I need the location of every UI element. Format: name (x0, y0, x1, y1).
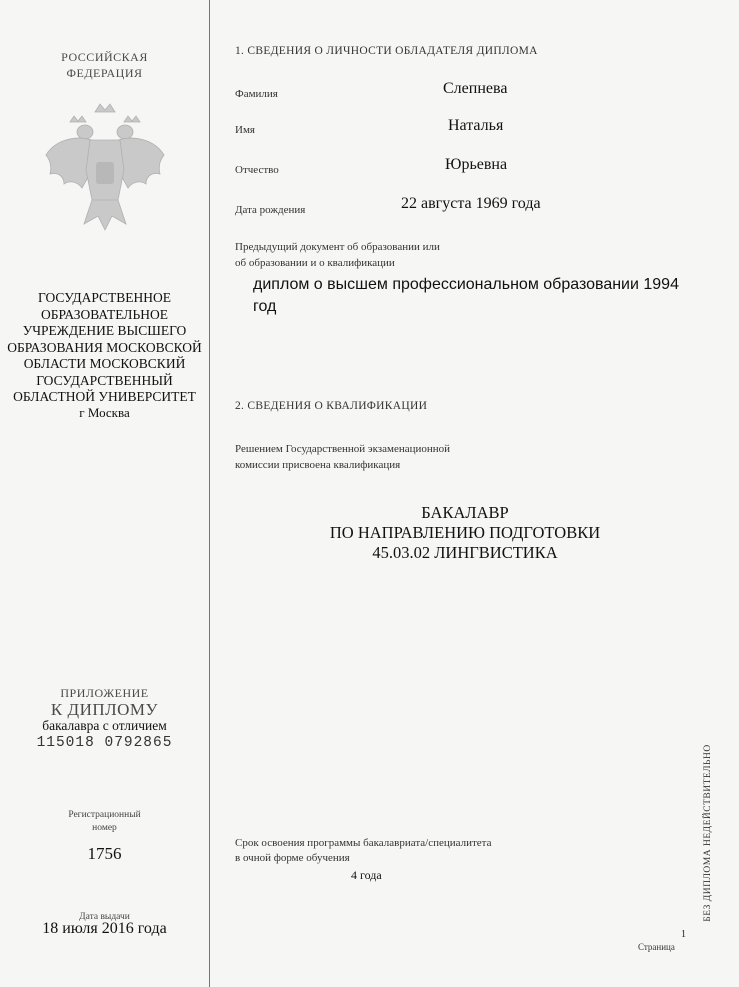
qualification-title-line-3: 45.03.02 ЛИНГВИСТИКА (372, 543, 558, 562)
institution-line: ОБРАЗОВАТЕЛЬНОЕ (41, 306, 168, 322)
institution-line: ОБЛАСТИ МОСКОВСКИЙ (23, 356, 186, 371)
personal-section-heading: 1. СВЕДЕНИЯ О ЛИЧНОСТИ ОБЛАДАТЕЛЯ ДИПЛОМА (235, 45, 538, 57)
birth-date-label: Дата рождения (235, 204, 306, 216)
appendix-label: ПРИЛОЖЕНИЕ (60, 686, 149, 700)
institution-line: ГОСУДАРСТВЕННОЕ (37, 290, 172, 305)
side-note-text: БЕЗ ДИПЛОМА НЕДЕЙСТВИТЕЛЬНО (703, 744, 713, 922)
previous-document-value-1: диплом о высшем профессиональном образовании 1994 (253, 276, 679, 293)
study-term-text-1: Срок освоения программы бакалавриата/специалитета (235, 837, 492, 849)
diploma-number: 115018 0792865 (36, 735, 173, 751)
institution-line: УЧРЕЖДЕНИЕ ВЫСШЕГО (22, 323, 187, 338)
qualification-section-heading: 2. СВЕДЕНИЯ О КВАЛИФИКАЦИИ (235, 400, 428, 412)
previous-document-label-1: Предыдущий документ об образовании или (235, 241, 440, 253)
appendix-to: К ДИПЛОМУ (50, 700, 159, 719)
qualification-title (270, 503, 660, 563)
study-term-text-2: в очной форме обучения (235, 852, 350, 864)
country-line-2: ФЕДЕРАЦИЯ (66, 66, 143, 80)
page-label: Страница (638, 942, 675, 952)
previous-document-value-2: год (253, 298, 277, 315)
name-value: Наталья (448, 117, 504, 134)
qualification-title-line-2: ПО НАПРАВЛЕНИЮ ПОДГОТОВКИ (329, 523, 601, 542)
birth-date-value: 22 августа 1969 года (401, 195, 541, 212)
previous-document-label-2: об образовании и о квалификации (235, 257, 395, 269)
institution-city: г Москва (79, 405, 130, 420)
country-line-1: РОССИЙСКАЯ (61, 50, 148, 64)
left-panel (0, 0, 209, 987)
qualification-title-line-1: БАКАЛАВР (421, 503, 509, 522)
registration-number: 1756 (87, 844, 122, 863)
registration-label-1: Регистрационный (68, 810, 141, 820)
registration-label-2: номер (92, 823, 117, 833)
diploma-type: бакалавра с отличием (42, 718, 167, 733)
issue-date: 18 июля 2016 года (42, 920, 167, 937)
patronymic-value: Юрьевна (445, 156, 508, 173)
decision-text-2: комиссии присвоена квалификация (235, 459, 401, 471)
surname-label: Фамилия (235, 88, 278, 100)
institution-line: ОБЛАСТНОЙ УНИВЕРСИТЕТ (13, 389, 196, 404)
side-note-vertical (701, 745, 715, 925)
institution-name (0, 290, 209, 406)
surname-value: Слепнева (443, 80, 508, 97)
study-term-value: 4 года (351, 868, 382, 882)
name-label: Имя (235, 124, 255, 136)
patronymic-label: Отчество (235, 164, 279, 176)
coat-of-arms-emblem (40, 100, 170, 235)
issue-date-label: Дата выдачи (79, 912, 130, 922)
institution-line: ГОСУДАРСТВЕННЫЙ (36, 372, 173, 388)
institution-line: ОБРАЗОВАНИЯ МОСКОВСКОЙ (7, 339, 202, 355)
page-number: 1 (681, 929, 686, 940)
panel-divider (209, 0, 210, 987)
decision-text-1: Решением Государственной экзаменационной (235, 443, 451, 455)
